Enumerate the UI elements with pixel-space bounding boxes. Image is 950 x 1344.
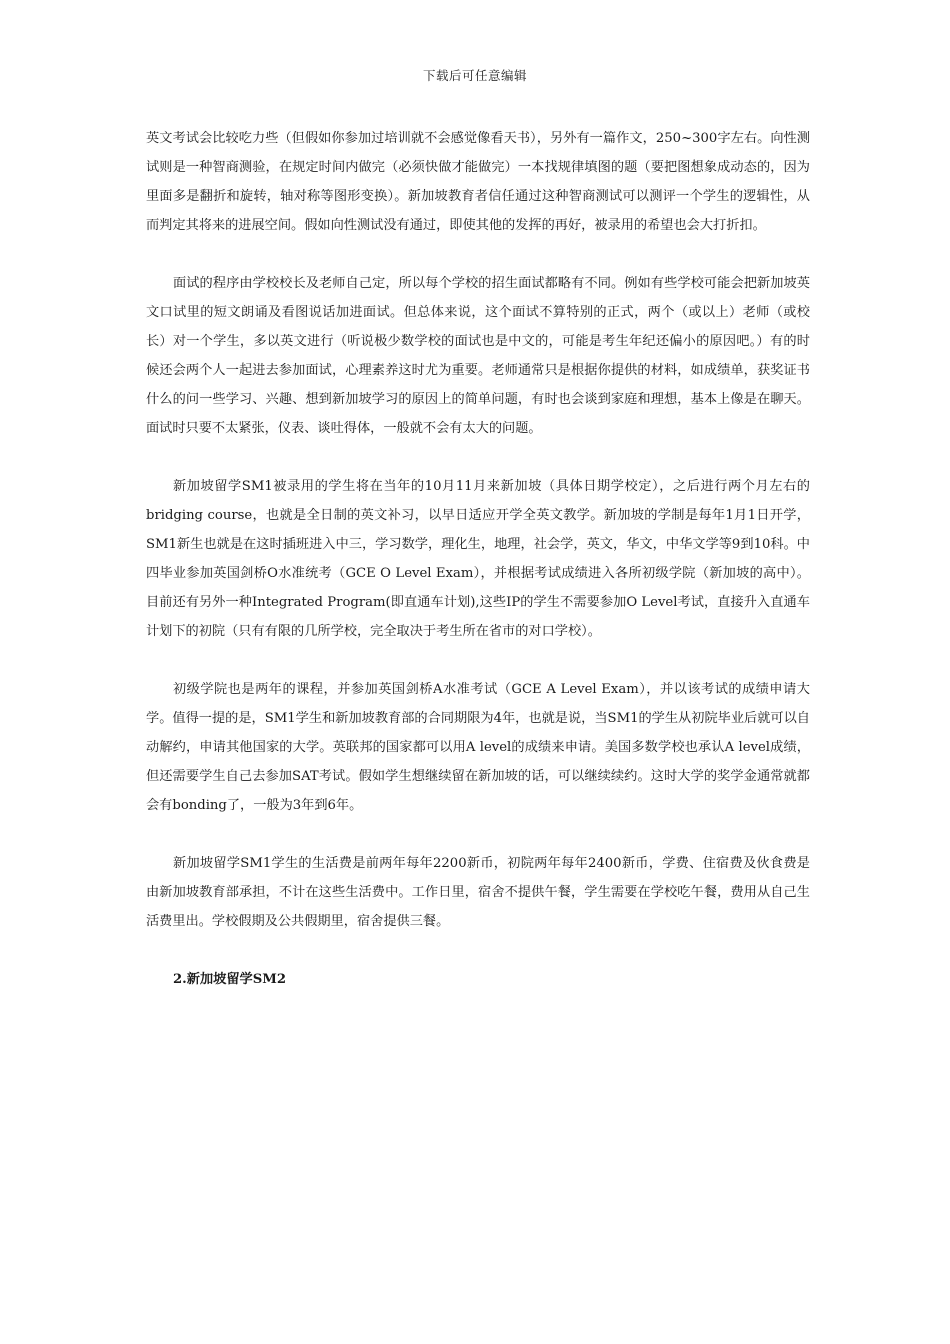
paragraph-sm1-schedule: 新加坡留学SM1被录用的学生将在当年的10月11月来新加坡（具体日期学校定），之后进行两个月左右的bridging course，也就是全日制的英文补习，以早日适应开学全英文教学。新加坡的学制是每年1月1日开学，SM1新生也就是在这时插班进入中三，学习数学，理化生，地理，社会学，英文，华文，中华文学等9到10科。中四毕业参加英国剑桥O水准统考（GCE O Level Exam），并根据考试成绩进入各所初级学院（新加坡的高中）。目前还有另外一种Integrated Program(即直通车计划),这些IP的学生不需要参加O Level考试，直接升入直通车计划下的初院（只有有限的几所学校，完全取决于考生所在省市的对口学校）。: [146, 479, 810, 639]
paragraph-interview: 面试的程序由学校校长及老师自己定，所以每个学校的招生面试都略有不同。例如有些学校可能会把新加坡英文口试里的短文朗诵及看图说话加进面试。但总体来说，这个面试不算特别的正式，两个（或以上）老师（或校长）对一个学生，多以英文进行（听说极少数学校的面试也是中文的，可能是考生年纪还偏小的原因吧。）有的时候还会两个人一起进去参加面试，心理素养这时尤为重要。老师通常只是根据你提供的材料，如成绩单，获奖证书什么的问一些学习、兴趣、想到新加坡学习的原因上的简单问题，有时也会谈到家庭和理想，基本上像是在聊天。面试时只要不太紧张，仪表、谈吐得体，一般就不会有太大的问题。: [146, 276, 810, 436]
paragraph-living-expenses: 新加坡留学SM1学生的生活费是前两年每年2200新币，初院两年每年2400新币，学费、住宿费及伙食费是由新加坡教育部承担，不计在这些生活费中。工作日里，宿舍不提供午餐，学生需要在学校吃午餐，费用从自己生活费里出。学校假期及公共假期里，宿舍提供三餐。: [146, 856, 810, 929]
document-body: [146, 124, 810, 994]
page-header: 下载后可任意编辑: [422, 68, 527, 83]
section-heading-sm2: 2.新加坡留学SM2: [173, 972, 287, 987]
paragraph-exam-description: 英文考试会比较吃力些（但假如你参加过培训就不会感觉像看天书），另外有一篇作文，250~300字左右。向性测试则是一种智商测验，在规定时间内做完（必须快做才能做完）一本找规律填图的题（要把图想象成动态的，因为里面多是翻折和旋转，轴对称等图形变换）。新加坡教育者信任通过这种智商测试可以测评一个学生的逻辑性，从而判定其将来的进展空间。假如向性测试没有通过，即使其他的发挥的再好，被录用的希望也会大打折扣。: [146, 131, 810, 233]
paragraph-junior-college: 初级学院也是两年的课程，并参加英国剑桥A水准考试（GCE A Level Exam），并以该考试的成绩申请大学。值得一提的是，SM1学生和新加坡教育部的合同期限为4年，也就是说，当SM1的学生从初院毕业后就可以自动解约，申请其他国家的大学。英联邦的国家都可以用A level的成绩来申请。美国多数学校也承认A level成绩，但还需要学生自己去参加SAT考试。假如学生想继续留在新加坡的话，可以继续续约。这时大学的奖学金通常就都会有bonding了，一般为3年到6年。: [146, 682, 810, 813]
